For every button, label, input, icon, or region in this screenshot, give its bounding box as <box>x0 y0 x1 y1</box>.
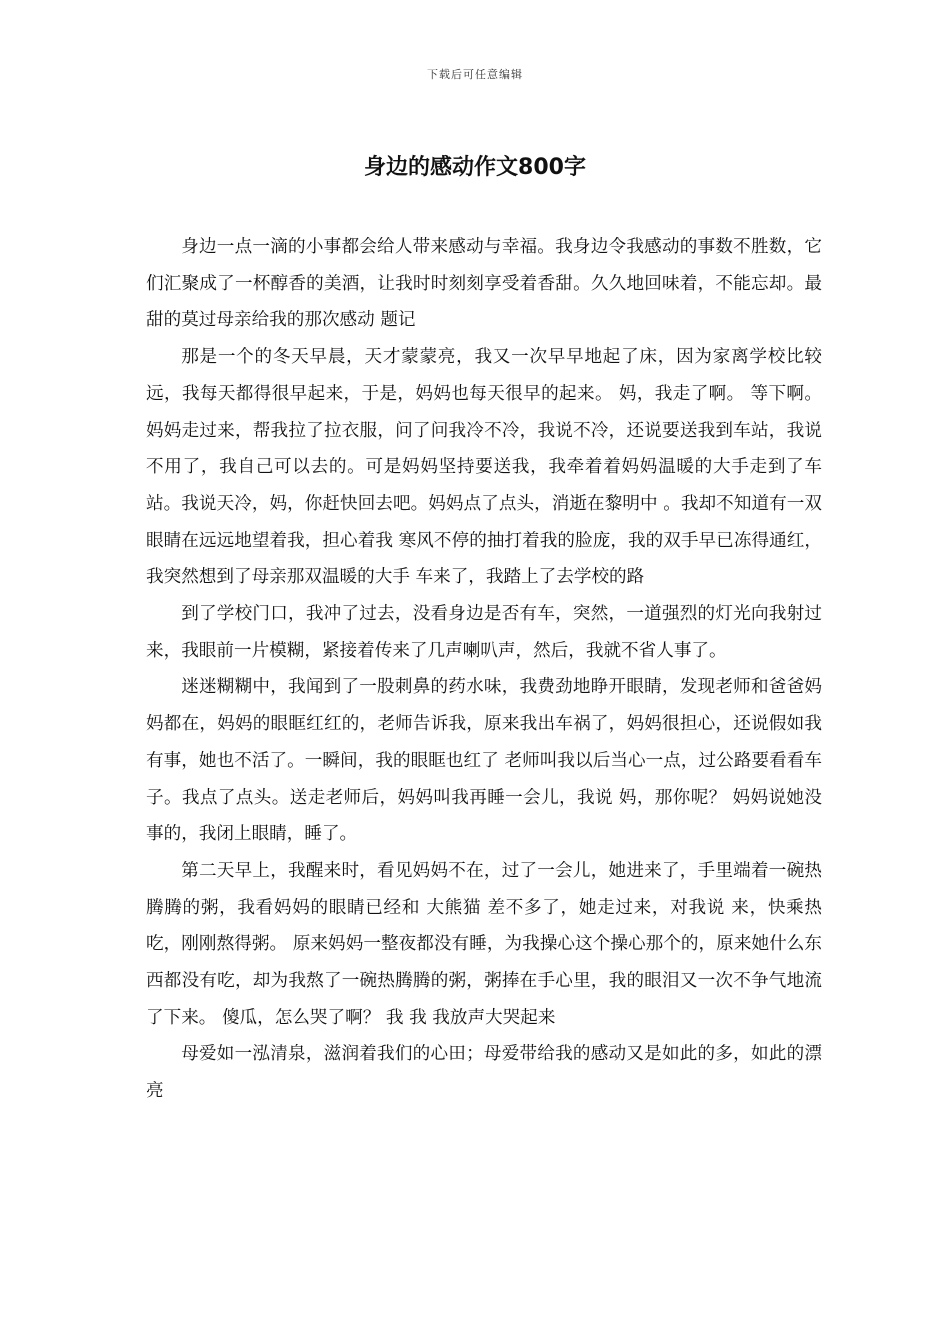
essay-body <box>146 229 822 1110</box>
paragraph: 迷迷糊糊中，我闻到了一股刺鼻的药水味，我费劲地睁开眼睛，发现老师和爸爸妈妈都在，妈妈的眼眶红红的，老师告诉我，原来我出车祸了，妈妈很担心，还说假如我有事，她也不活了。一瞬间，我的眼眶也红了 老师叫我以后当心一点，过公路要看看车子。我点了点头。送走老师后，妈妈叫我再睡一会儿，我说 妈，那你呢？ 妈妈说她没事的，我闭上眼睛，睡了。 <box>146 677 822 845</box>
paragraph: 那是一个的冬天早晨，天才蒙蒙亮，我又一次早早地起了床，因为家离学校比较远，我每天都得很早起来，于是，妈妈也每天很早的起来。 妈，我走了啊。 等下啊。 妈妈走过来，帮我拉了拉衣服，问了问我冷不冷，我说不冷，还说要送我到车站，我说不用了，我自己可以去的。可是妈妈坚持要送我，我牵着着妈妈温暖的大手走到了车站。我说天冷，妈，你赶快回去吧。妈妈点了点头，消逝在黎明中 。我却不知道有一双眼睛在远远地望着我，担心着我 寒风不停的抽打着我的脸庞，我的双手早已冻得通红，我突然想到了母亲那双温暖的大手 车来了，我踏上了去学校的路 <box>146 347 822 588</box>
paragraph: 到了学校门口，我冲了过去，没看身边是否有车，突然，一道强烈的灯光向我射过来，我眼前一片模糊，紧接着传来了几声喇叭声，然后，我就不省人事了。 <box>146 604 822 661</box>
paragraph: 母爱如一泓清泉，滋润着我们的心田；母爱带给我的感动又是如此的多，如此的漂亮 <box>146 1044 822 1102</box>
document-title: 身边的感动作文800字 <box>364 155 586 180</box>
paragraph: 身边一点一滴的小事都会给人带来感动与幸福。我身边令我感动的事数不胜数，它们汇聚成了一杯醇香的美酒，让我时时刻刻享受着香甜。久久地回味着，不能忘却。最甜的莫过母亲给我的那次感动 题记 <box>146 237 822 331</box>
header-note: 下载后可任意编辑 <box>427 68 523 81</box>
paragraph: 第二天早上，我醒来时，看见妈妈不在，过了一会儿，她进来了，手里端着一碗热腾腾的粥，我看妈妈的眼睛已经和 大熊猫 差不多了，她走过来，对我说 来，快乘热吃，刚刚熬得粥。 原来妈妈一整夜都没有睡，为我操心这个操心那个的，原来她什么东西都没有吃，却为我熬了一碗热腾腾的粥，粥捧在手心里，我的眼泪又一次不争气地流了下来。 傻瓜，怎么哭了啊？ 我 我 我放声大哭起来 <box>146 860 822 1028</box>
